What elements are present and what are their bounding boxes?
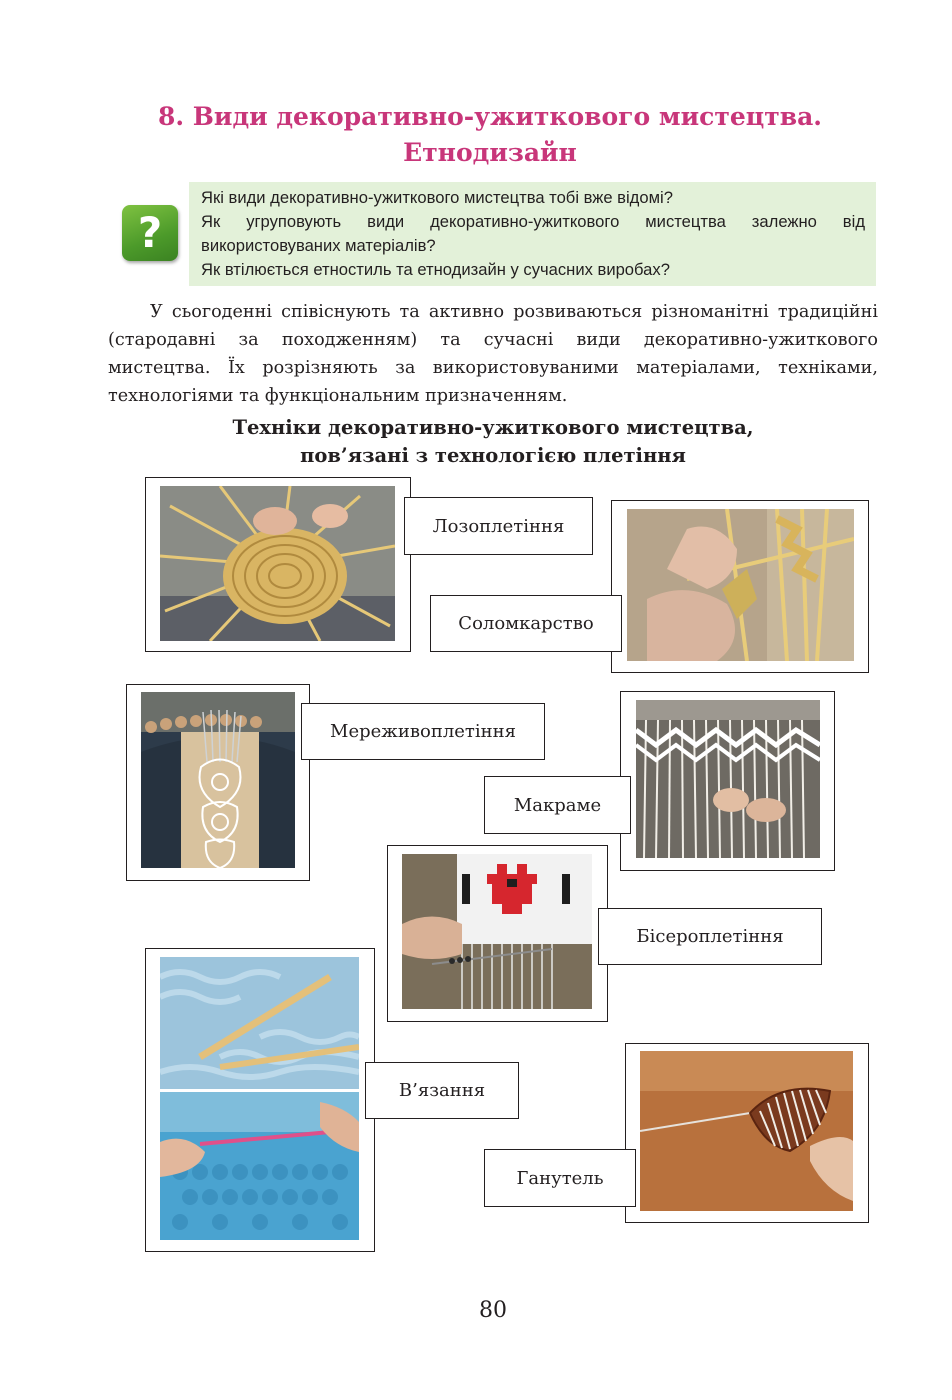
page-number: 80	[479, 1298, 507, 1323]
questions-list	[201, 186, 865, 282]
knitting-needles-photo	[160, 957, 359, 1089]
hanutel-photo	[640, 1051, 853, 1211]
question-3: Як втілюється етностиль та етнодизайн у сучасних виробах?	[201, 260, 670, 279]
label-lace-making: Мереживоплетіння	[301, 703, 545, 760]
label-beadwork: Бісероплетіння	[598, 908, 822, 965]
macrame-photo	[636, 700, 820, 858]
label-wicker-weaving: Лозоплетіння	[404, 497, 593, 555]
question-mark-icon: ?	[122, 205, 178, 261]
question-1: Які види декоративно-ужиткового мистецтва тобі вже відомі?	[201, 188, 673, 207]
label-hanutel: Ганутель	[484, 1149, 636, 1207]
bobbin-lace-photo	[141, 692, 295, 868]
chapter-title-line-1: 8. Види декоративно-ужиткового мистецтва.	[158, 102, 822, 131]
label-macrame: Макраме	[484, 776, 631, 834]
label-knitting: В’язання	[365, 1062, 519, 1119]
section-subtitle: Техніки декоративно-ужиткового мистецтва, пов’язані з технологією плетіння	[232, 416, 754, 467]
straw-craft-photo	[627, 509, 854, 661]
intro-paragraph: У сьогоденні співіснують та активно розвиваються різноманітні традиційні (стародавні за походженням) та сучасні види декоративно-ужиткового мистецтва. Їх розрізняють за використовуваними матеріалами, техніками, технологіями та функціональним призначенням.	[108, 302, 878, 406]
beadwork-photo	[402, 854, 592, 1009]
crochet-photo	[160, 1092, 359, 1240]
wicker-weaving-photo	[160, 486, 395, 641]
question-2: Як угруповують види декоративно-ужиткового мистецтва залежно від використовуваних матеріалів?	[201, 212, 865, 255]
label-straw-craft: Соломкарство	[430, 595, 622, 652]
chapter-title-line-2: Етнодизайн	[403, 138, 577, 167]
